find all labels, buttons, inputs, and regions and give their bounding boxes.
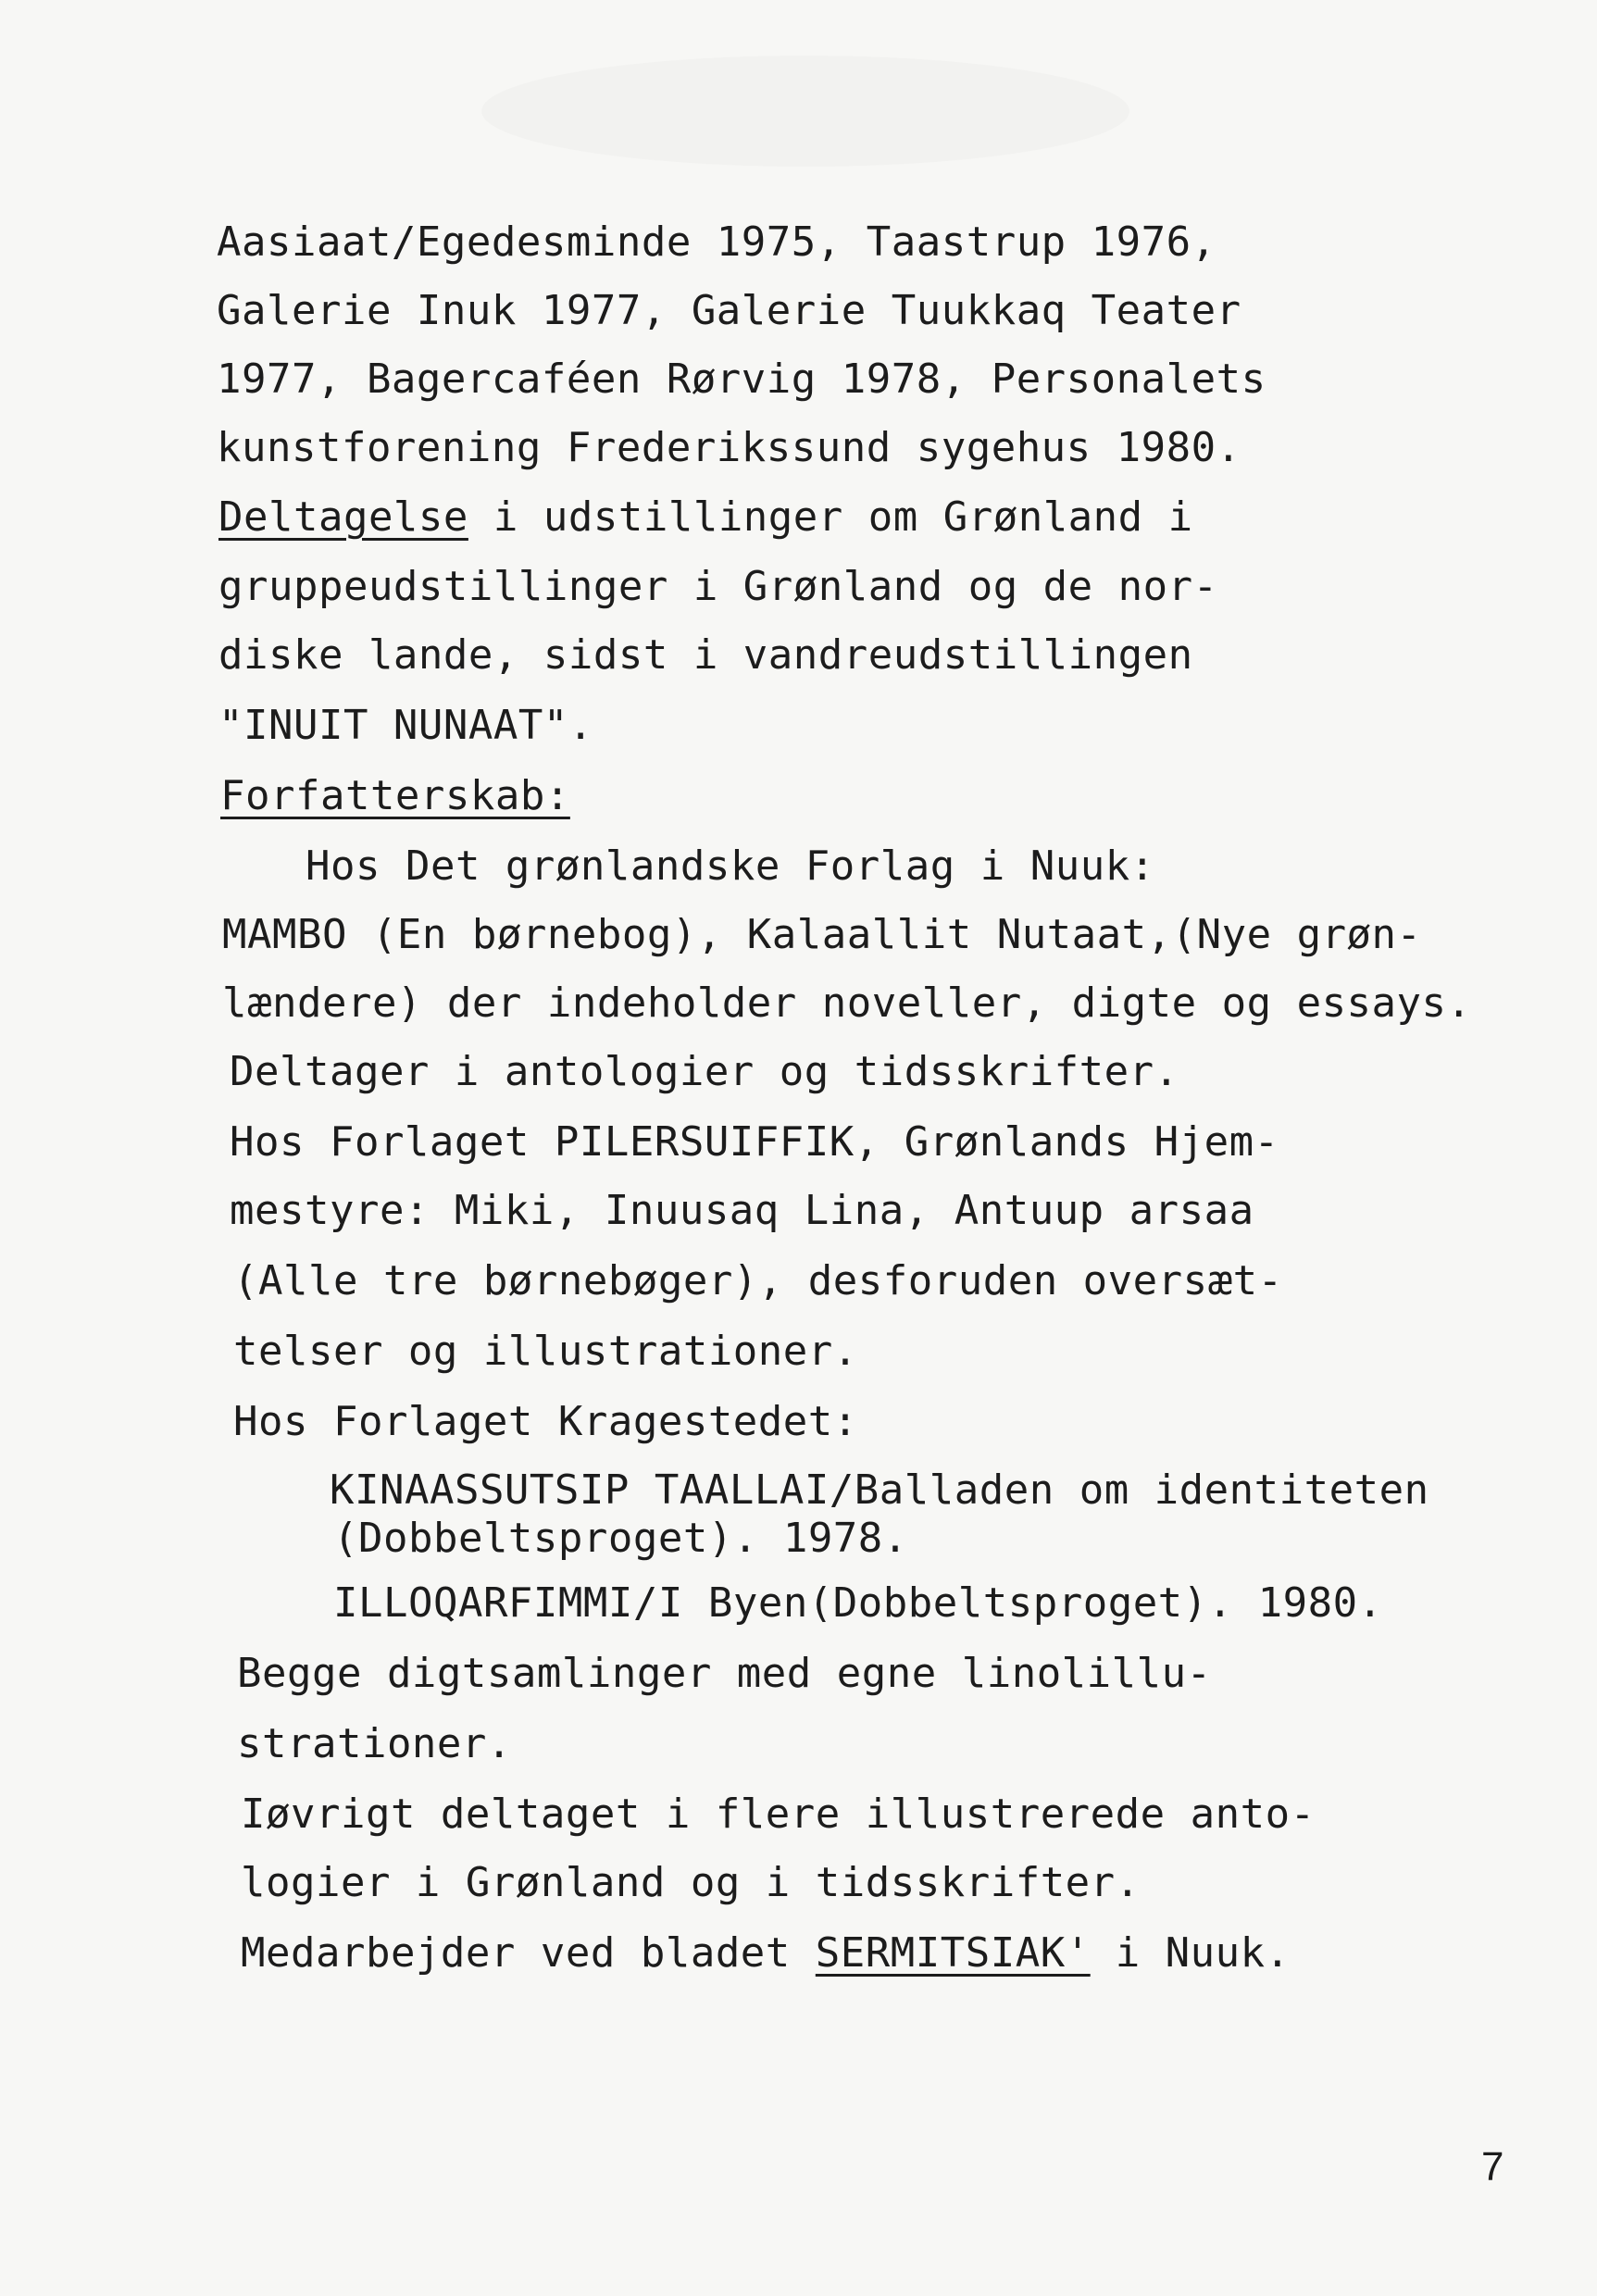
- text-line: logier i Grønland og i tidsskrifter.: [241, 1859, 1141, 1906]
- text-line: Deltager i antologier og tidsskrifter.: [230, 1048, 1179, 1095]
- text-line: mestyre: Miki, Inuusaq Lina, Antuup arsaa: [230, 1187, 1254, 1234]
- text-line: Hos Det grønlandske Forlag i Nuuk:: [306, 842, 1155, 890]
- text-line: i Nuuk.: [1115, 1929, 1291, 1977]
- text-line: lændere) der indeholder noveller, digte og essays.: [222, 980, 1472, 1027]
- text-line: Hos Forlaget PILERSUIFFIK, Grønlands Hjem-: [230, 1118, 1279, 1166]
- deltagelse-heading: Deltagelse: [218, 493, 468, 541]
- text-line: Hos Forlaget Kragestedet:: [233, 1398, 858, 1445]
- text-line: diske lande, sidst i vandreudstillingen: [218, 631, 1193, 679]
- text-line: KINAASSUTSIP TAALLAI/Balladen om identiteten: [330, 1466, 1429, 1514]
- text-line: Iøvrigt deltaget i flere illustrerede anto-: [241, 1791, 1316, 1838]
- text-line: (Alle tre børnebøger), desforuden oversæt-: [233, 1257, 1283, 1304]
- text-line: strationer.: [237, 1720, 512, 1767]
- medarbejder-line: [241, 1929, 1291, 1977]
- page-number: 7: [1481, 2144, 1504, 2190]
- text-line: gruppeudstillinger i Grønland og de nor-: [218, 563, 1218, 610]
- text-line: "INUIT NUNAAT".: [218, 702, 593, 749]
- forfatterskab-heading: Forfatterskab:: [220, 772, 570, 819]
- text-line: Galerie Inuk 1977, Galerie Tuukkaq Teater: [217, 287, 1241, 334]
- text-line: Medarbejder ved bladet: [241, 1929, 791, 1977]
- page-smudge: [481, 56, 1129, 167]
- text-line: telser og illustrationer.: [233, 1328, 858, 1375]
- text-line: ILLOQARFIMMI/I Byen(Dobbeltsproget). 1980.: [333, 1579, 1383, 1627]
- text-line: 1977, Bagercaféen Rørvig 1978, Personalets: [217, 356, 1266, 403]
- text-line: i udstillinger om Grønland i: [493, 493, 1193, 541]
- publication-name: SERMITSIAK': [815, 1929, 1091, 1977]
- text-line: kunstforening Frederikssund sygehus 1980.: [217, 424, 1241, 471]
- text-line: Aasiaat/Egedesminde 1975, Taastrup 1976,: [217, 218, 1216, 266]
- text-line: Begge digtsamlinger med egne linolillu-: [237, 1650, 1212, 1697]
- text-line: (Dobbeltsproget). 1978.: [333, 1515, 908, 1562]
- deltagelse-line: [218, 493, 1193, 541]
- text-line: MAMBO (En børnebog), Kalaallit Nutaat,(Nye grøn-: [222, 911, 1422, 958]
